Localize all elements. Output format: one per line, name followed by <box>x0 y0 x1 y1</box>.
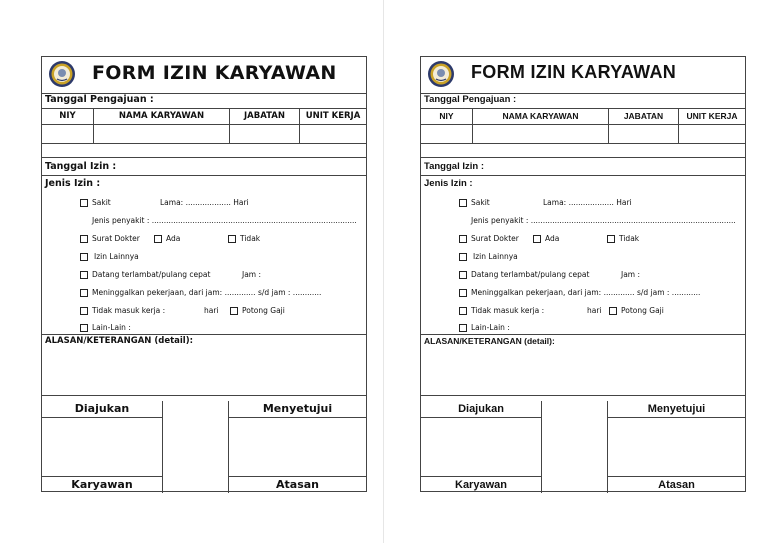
checkbox-izin-lainnya[interactable] <box>80 253 88 261</box>
checkbox-surat-dokter[interactable] <box>459 235 467 243</box>
checkbox-izin-lainnya[interactable] <box>459 253 467 261</box>
sakit-label: Sakit <box>471 198 490 207</box>
ada-label: Ada <box>166 234 181 243</box>
jenis-penyakit-field: Jenis penyakit : ...................................................................................... <box>471 216 736 225</box>
form-izin-right <box>420 56 746 492</box>
signature-karyawan[interactable] <box>42 401 163 493</box>
td-jabatan[interactable] <box>230 125 300 143</box>
checkbox-potong-gaji[interactable] <box>230 307 238 315</box>
checkbox-tidak-masuk[interactable] <box>459 307 467 315</box>
td-jabatan[interactable] <box>609 125 679 143</box>
hari-field: hari <box>587 306 602 315</box>
hari-field: hari <box>204 306 219 315</box>
tidak-label: Tidak <box>240 234 261 243</box>
izin-lainnya-label: Izin Lainnya <box>473 252 518 261</box>
alasan-label: ALASAN/KETERANGAN (detail): <box>45 336 193 346</box>
checkbox-ada[interactable] <box>533 235 541 243</box>
opt-surat-dokter[interactable] <box>80 234 140 243</box>
alasan-label: ALASAN/KETERANGAN (detail): <box>424 336 555 346</box>
opt-tidak-masuk[interactable] <box>459 306 544 315</box>
employee-table-row <box>421 125 745 144</box>
tidak-masuk-label: Tidak masuk kerja : <box>92 306 166 315</box>
lain-lain-label: Lain-Lain : <box>92 323 131 332</box>
surat-dokter-label: Surat Dokter <box>471 234 519 243</box>
potong-gaji-label: Potong Gaji <box>242 306 285 315</box>
checkbox-lain-lain[interactable] <box>80 324 88 332</box>
checkbox-lain-lain[interactable] <box>459 324 467 332</box>
meninggalkan-label: Meninggalkan pekerjaan, dari jam: ............. s/d jam : ............ <box>92 288 322 297</box>
signature-atasan[interactable] <box>228 401 366 493</box>
employee-table-row <box>42 125 366 144</box>
opt-sakit[interactable] <box>80 198 111 207</box>
signature-karyawan[interactable] <box>421 401 542 493</box>
opt-datang-terlambat[interactable] <box>80 270 210 279</box>
td-unit-kerja[interactable] <box>679 125 745 143</box>
checkbox-sakit[interactable] <box>80 199 88 207</box>
jenis-izin-label: Jenis Izin : <box>424 178 473 189</box>
checkbox-sakit[interactable] <box>459 199 467 207</box>
th-niy: NIY <box>421 109 473 124</box>
checkbox-tidak[interactable] <box>228 235 236 243</box>
jenis-izin-section <box>421 176 745 335</box>
th-jabatan: JABATAN <box>609 109 679 124</box>
datang-terlambat-label: Datang terlambat/pulang cepat <box>471 270 590 279</box>
tanggal-izin-row <box>421 158 745 176</box>
karyawan-label: Karyawan <box>421 476 541 493</box>
opt-tidak[interactable] <box>228 234 260 243</box>
datang-terlambat-label: Datang terlambat/pulang cepat <box>92 270 211 279</box>
th-niy: NIY <box>42 109 94 124</box>
employee-table-header <box>421 109 745 125</box>
checkbox-surat-dokter[interactable] <box>80 235 88 243</box>
opt-ada[interactable] <box>533 234 559 243</box>
opt-sakit[interactable] <box>459 198 490 207</box>
td-unit-kerja[interactable] <box>300 125 366 143</box>
checkbox-potong-gaji[interactable] <box>609 307 617 315</box>
th-unit-kerja: UNIT KERJA <box>305 111 361 121</box>
th-nama-karyawan: NAMA KARYAWAN <box>473 109 609 124</box>
surat-dokter-label: Surat Dokter <box>92 234 140 243</box>
opt-izin-lainnya[interactable] <box>459 252 518 261</box>
opt-potong-gaji[interactable] <box>230 306 285 315</box>
lama-field: Lama: ................... Hari <box>543 198 632 207</box>
opt-ada[interactable] <box>154 234 180 243</box>
th-jabatan: JABATAN <box>230 109 300 124</box>
tidak-masuk-label: Tidak masuk kerja : <box>471 306 545 315</box>
tanggal-pengajuan-row <box>42 93 366 109</box>
td-nama-karyawan[interactable] <box>94 125 230 143</box>
opt-tidak-masuk[interactable] <box>80 306 165 315</box>
tanggal-pengajuan-label: Tanggal Pengajuan : <box>424 94 517 105</box>
signature-section <box>421 401 745 493</box>
checkbox-meninggalkan[interactable] <box>80 289 88 297</box>
alasan-section[interactable] <box>421 335 745 396</box>
td-niy[interactable] <box>42 125 94 143</box>
menyetujui-label: Menyetujui <box>608 401 745 418</box>
diajukan-label: Diajukan <box>42 401 162 418</box>
checkbox-tidak[interactable] <box>607 235 615 243</box>
checkbox-tidak-masuk[interactable] <box>80 307 88 315</box>
diajukan-label: Diajukan <box>421 401 541 418</box>
th-nama-karyawan: NAMA KARYAWAN <box>94 109 230 124</box>
title-row <box>42 57 366 94</box>
spacer-row <box>421 144 745 158</box>
checkbox-datang-terlambat[interactable] <box>459 271 467 279</box>
title-row <box>421 57 745 94</box>
tanggal-izin-row <box>42 158 366 176</box>
checkbox-datang-terlambat[interactable] <box>80 271 88 279</box>
lama-field: Lama: ................... Hari <box>160 198 249 207</box>
spacer-row <box>42 144 366 158</box>
signature-section <box>42 401 366 493</box>
karyawan-label: Karyawan <box>42 476 162 493</box>
th-unit-kerja: UNIT KERJA <box>686 111 738 121</box>
sakit-label: Sakit <box>92 198 111 207</box>
tanggal-izin-label: Tanggal Izin : <box>424 161 484 172</box>
potong-gaji-label: Potong Gaji <box>621 306 664 315</box>
menyetujui-label: Menyetujui <box>229 401 366 418</box>
lain-lain-label: Lain-Lain : <box>471 323 510 332</box>
form-izin-left <box>41 56 367 492</box>
tanggal-izin-label: Tanggal Izin : <box>45 161 117 172</box>
form-title: FORM IZIN KARYAWAN <box>471 62 677 82</box>
employee-table-header <box>42 109 366 125</box>
jam-field: Jam : <box>621 270 641 279</box>
opt-lain-lain[interactable] <box>459 323 510 332</box>
jam-field: Jam : <box>242 270 262 279</box>
atasan-label: Atasan <box>608 476 745 493</box>
opt-meninggalkan[interactable] <box>459 288 700 297</box>
seal-logo-icon <box>427 60 455 88</box>
form-title: FORM IZIN KARYAWAN <box>92 62 337 84</box>
meninggalkan-label: Meninggalkan pekerjaan, dari jam: ............. s/d jam : ............ <box>471 288 701 297</box>
opt-potong-gaji[interactable] <box>609 306 664 315</box>
ada-label: Ada <box>545 234 560 243</box>
tanggal-pengajuan-row <box>421 93 745 109</box>
opt-izin-lainnya[interactable] <box>80 252 139 261</box>
opt-lain-lain[interactable] <box>80 323 131 332</box>
jenis-izin-section <box>42 176 366 335</box>
opt-meninggalkan[interactable] <box>80 288 321 297</box>
opt-tidak[interactable] <box>607 234 639 243</box>
jenis-izin-label: Jenis Izin : <box>45 178 101 189</box>
atasan-label: Atasan <box>229 476 366 493</box>
tanggal-pengajuan-label: Tanggal Pengajuan : <box>45 94 154 105</box>
page-divider <box>383 0 384 543</box>
izin-lainnya-label: Izin Lainnya <box>94 252 139 261</box>
checkbox-meninggalkan[interactable] <box>459 289 467 297</box>
seal-logo-icon <box>48 60 76 88</box>
opt-surat-dokter[interactable] <box>459 234 519 243</box>
tidak-label: Tidak <box>619 234 640 243</box>
jenis-penyakit-field: Jenis penyakit : ...................................................................................... <box>92 216 357 225</box>
alasan-section[interactable] <box>42 335 366 396</box>
signature-atasan[interactable] <box>607 401 745 493</box>
td-nama-karyawan[interactable] <box>473 125 609 143</box>
checkbox-ada[interactable] <box>154 235 162 243</box>
opt-datang-terlambat[interactable] <box>459 270 589 279</box>
td-niy[interactable] <box>421 125 473 143</box>
